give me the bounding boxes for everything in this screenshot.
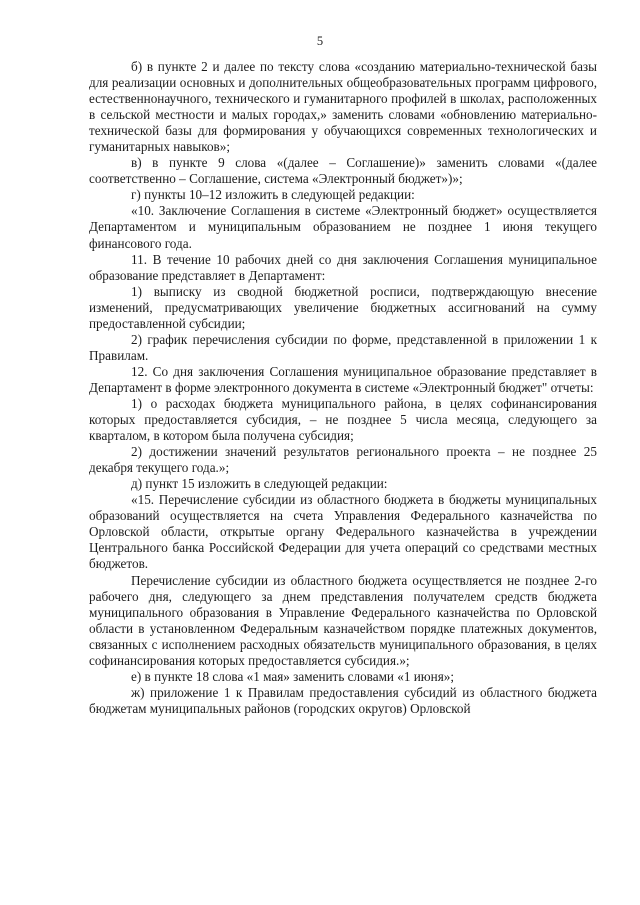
paragraph-v-item-9: в) в пункте 9 слова «(далее – Соглашение)» заменить словами «(далее соответственно – Соглашение, система «Электронный бюджет»)»; bbox=[89, 155, 597, 187]
paragraph-item-11-sub-1: 1) выписку из сводной бюджетной росписи, подтверждающую внесение изменений, предусматривающих увеличение бюджетных ассигнований на сумму предоставленной субсидии; bbox=[89, 283, 597, 331]
paragraph-e-item-18: е) в пункте 18 слова «1 мая» заменить словами «1 июня»; bbox=[131, 668, 455, 684]
paragraph-zh-appendix-1: ж) приложение 1 к Правилам предоставления субсидий из областного бюджета бюджетам муниципальных районов (городских округов) Орловской bbox=[89, 684, 597, 716]
page-number: 5 bbox=[316, 34, 324, 48]
paragraph-item-11: 11. В течение 10 рабочих дней со дня заключения Соглашения муниципальное образование представляет в Департамент: bbox=[89, 251, 597, 283]
paragraph-item-11-sub-2: 2) график перечисления субсидии по форме, представленной в приложении 1 к Правилам. bbox=[89, 331, 597, 363]
paragraph-item-10: «10. Заключение Соглашения в системе «Электронный бюджет» осуществляется Департаментом и муниципальным образованием не позднее 1 июня текущего финансового года. bbox=[89, 203, 597, 251]
paragraph-b-item-2: б) в пункте 2 и далее по тексту слова «созданию материально-технической базы для реализации основных и дополнительных общеобразовательных программ цифрового, естественнонаучного, технического и гуманитарного профилей в школах, расположенных в сельской местности и малых городах,» заменить словами «обновлению материально-технической базы для формирования у обучающихся современных технологических и гуманитарных навыков»; bbox=[89, 59, 597, 155]
paragraph-item-15: «15. Перечисление субсидии из областного бюджета в бюджеты муниципальных образований осуществляется на счета Управления Федерального казначейства по Орловской области, открытые органу Федерального казначейства в учреждении Центрального банка Российской Федерации для учета операций со средствами местных бюджетов. bbox=[89, 492, 597, 572]
paragraph-d-item-15: д) пункт 15 изложить в следующей редакции: bbox=[131, 476, 388, 492]
paragraph-item-15-transfer: Перечисление субсидии из областного бюджета осуществляется не позднее 2-го рабочего дня, следующего за днем представления получателем средств бюджета муниципального образования в Управление Федерального казначейства по Орловской области в установленном Федеральным казначейством порядке платежных документов, связанных с исполнением расходных обязательств муниципального образования, в целях софинансирования которых предоставляется субсидия.»; bbox=[89, 572, 597, 668]
document-body bbox=[89, 59, 597, 717]
paragraph-item-12-sub-2: 2) достижении значений результатов регионального проекта – не позднее 25 декабря текущего года.»; bbox=[89, 444, 597, 476]
paragraph-g-items-10-12: г) пункты 10–12 изложить в следующей редакции: bbox=[131, 187, 415, 203]
paragraph-item-12: 12. Со дня заключения Соглашения муниципальное образование представляет в Департамент в форме электронного документа в системе «Электронный бюджет" отчеты: bbox=[89, 363, 597, 395]
paragraph-item-12-sub-1: 1) о расходах бюджета муниципального района, в целях софинансирования которых предоставляется субсидия, – не позднее 5 числа месяца, следующего за кварталом, в котором была получена субсидия; bbox=[89, 395, 597, 444]
